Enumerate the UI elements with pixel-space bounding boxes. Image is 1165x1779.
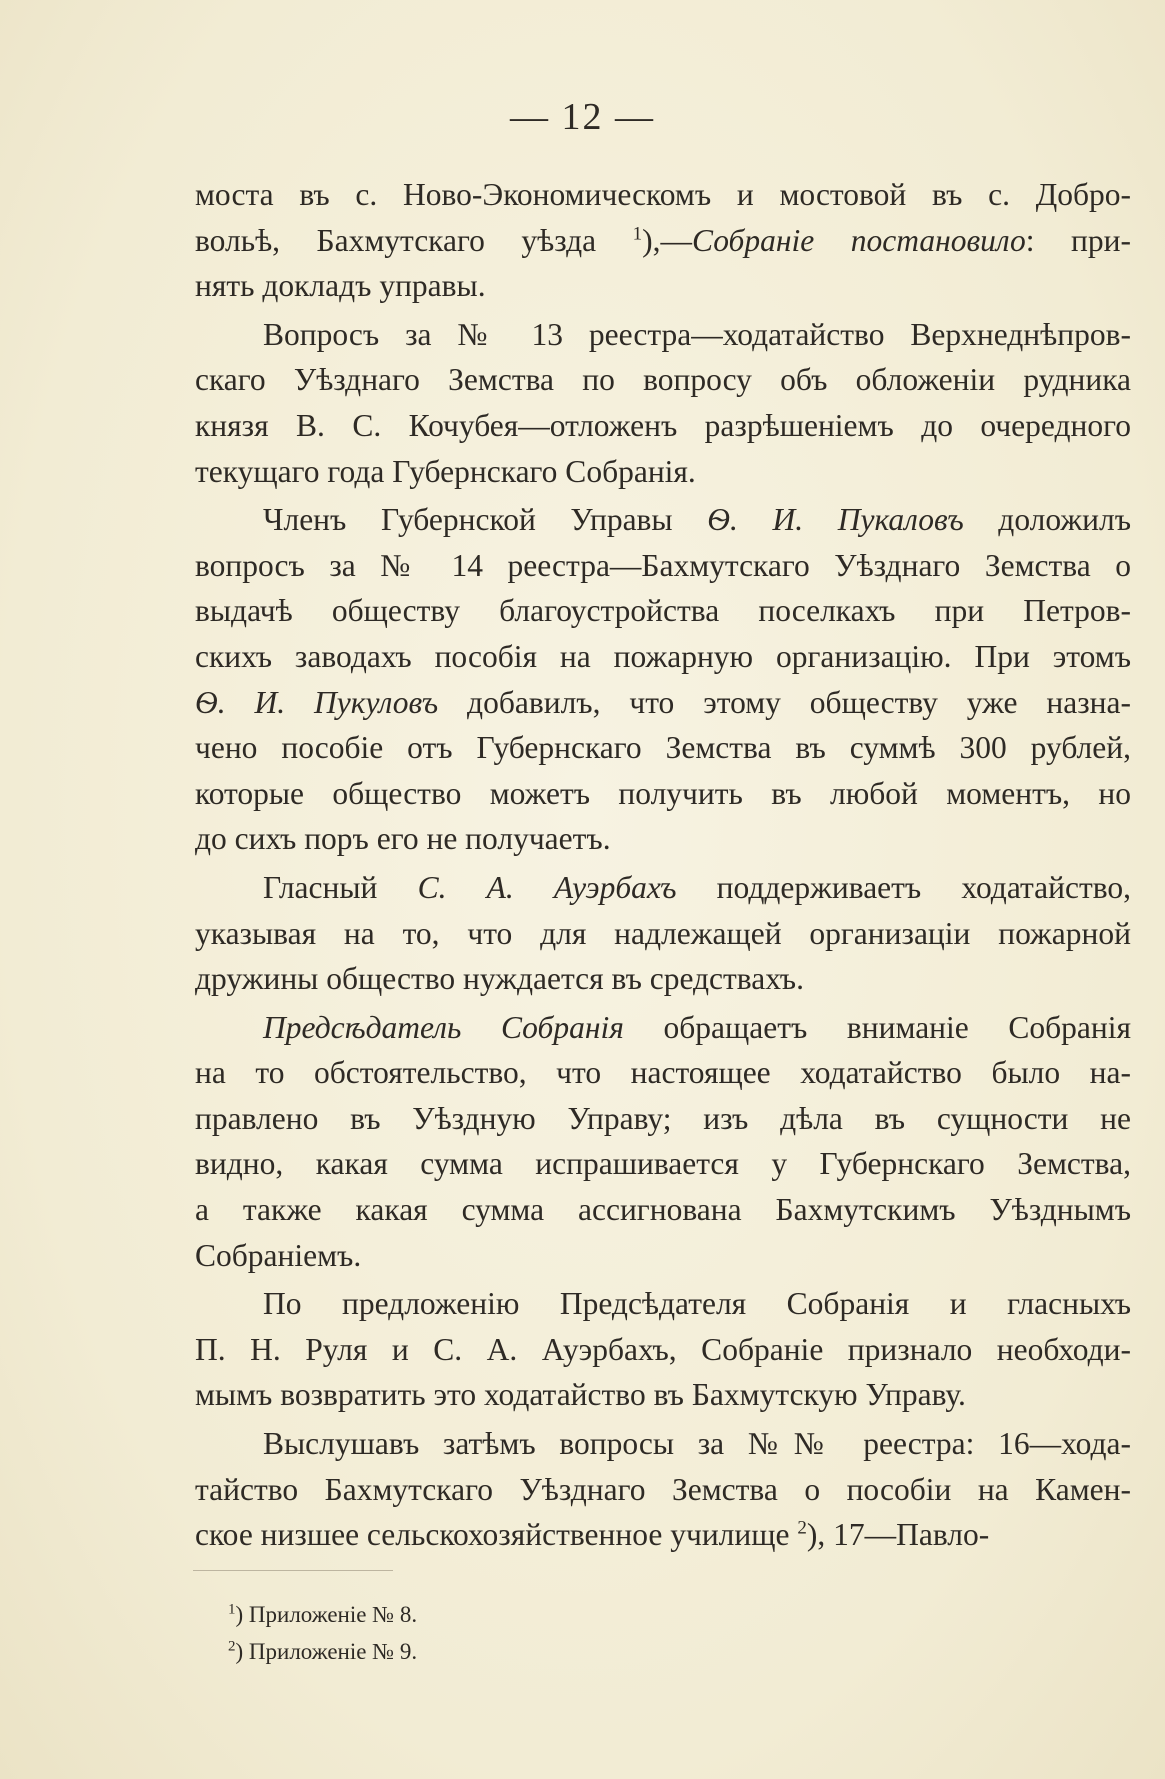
text-run: скихъ заводахъ пособія на пожарную организацію. При этомъ bbox=[195, 638, 1131, 674]
text-line bbox=[195, 1096, 1131, 1142]
text-run: доложилъ bbox=[963, 502, 1131, 538]
paragraph bbox=[195, 172, 1131, 309]
text-line bbox=[195, 634, 1131, 680]
text-run: ),— bbox=[642, 222, 692, 258]
text-line bbox=[195, 357, 1131, 403]
italic-run: Предсѣдатель Собранія bbox=[263, 1009, 624, 1045]
text-run: выдачѣ обществу благоустройства поселкахъ при Петров- bbox=[195, 593, 1131, 629]
text-run: чено пособіе отъ Губернскаго Земства въ суммѣ 300 рублей, bbox=[195, 730, 1131, 766]
footnote-mark: 1 bbox=[228, 1601, 236, 1618]
text-line bbox=[195, 1512, 1131, 1558]
text-run: Гласный bbox=[263, 869, 418, 905]
paragraph bbox=[195, 1002, 1131, 1279]
text-run: князя В. С. Кочубея—отложенъ разрѣшеніемъ до очередного bbox=[195, 407, 1131, 443]
text-run: ское низшее сельскохозяйственное училище bbox=[195, 1517, 798, 1553]
text-line bbox=[195, 1421, 1131, 1467]
text-line bbox=[195, 1281, 1131, 1327]
paragraph bbox=[195, 862, 1131, 1002]
italic-run: С. А. Ауэрбахъ bbox=[417, 869, 677, 905]
text-run: нять докладъ управы. bbox=[195, 268, 486, 304]
text-line bbox=[195, 218, 1131, 264]
paragraph bbox=[195, 1278, 1131, 1418]
text-line bbox=[195, 1233, 1131, 1279]
text-run: обращаетъ вниманіе Собранія bbox=[623, 1009, 1132, 1045]
text-run: до сихъ поръ его не получаетъ. bbox=[195, 821, 611, 857]
text-run: Вопросъ за № 13 реестра—ходатайство Верхнеднѣпров- bbox=[263, 316, 1131, 352]
text-run: тайство Бахмутскаго Уѣзднаго Земства о пособіи на Камен- bbox=[195, 1471, 1131, 1507]
text-line bbox=[195, 1141, 1131, 1187]
footnote-ref: 1 bbox=[632, 223, 643, 245]
text-run: вольѣ, Бахмутскаго уѣзда bbox=[195, 222, 633, 258]
text-run: скаго Уѣзднаго Земства по вопросу объ обложеніи рудника bbox=[195, 362, 1131, 398]
text-line bbox=[195, 865, 1131, 911]
text-run: добавилъ, что этому обществу уже назна- bbox=[438, 684, 1131, 720]
footnotes bbox=[228, 1596, 417, 1670]
italic-run: Ѳ. И. Пукаловъ bbox=[707, 502, 964, 538]
text-run: дружины общество нуждается въ средствахъ. bbox=[195, 961, 804, 997]
text-run: Членъ Губернской Управы bbox=[263, 502, 708, 538]
text-run: правлено въ Уѣздную Управу; изъ дѣла въ сущности не bbox=[195, 1100, 1131, 1136]
text-run: на то обстоятельство, что настоящее ходатайство было на- bbox=[195, 1055, 1131, 1091]
paragraph bbox=[195, 494, 1131, 862]
text-line bbox=[195, 680, 1131, 726]
text-line bbox=[195, 911, 1131, 957]
italic-run: Собраніе постановило bbox=[692, 222, 1026, 258]
text-run: моста въ с. Ново-Экономическомъ и мостовой въ с. Добро- bbox=[195, 177, 1131, 212]
text-run: мымъ возвратить это ходатайство въ Бахмутскую Управу. bbox=[195, 1377, 966, 1413]
text-line bbox=[195, 588, 1131, 634]
footnote-text: ) Приложеніе № 8. bbox=[235, 1602, 418, 1627]
text-run: Выслушавъ затѣмъ вопросы за №№ реестра: 16—хода- bbox=[263, 1426, 1131, 1462]
text-line bbox=[195, 816, 1131, 862]
text-run: а также какая сумма ассигнована Бахмутскимъ Уѣзднымъ bbox=[195, 1192, 1131, 1228]
text-line bbox=[195, 172, 1131, 218]
text-run: вопросъ за № 14 реестра—Бахмутскаго Уѣзднаго Земства о bbox=[195, 547, 1131, 583]
text-run: ), 17—Павло- bbox=[806, 1517, 990, 1553]
text-line bbox=[195, 771, 1131, 817]
text-line bbox=[195, 1372, 1131, 1418]
text-run: : при- bbox=[1025, 222, 1132, 258]
text-line bbox=[195, 449, 1131, 495]
text-run: По предложенію Предсѣдателя Собранія и гласныхъ bbox=[263, 1286, 1131, 1322]
footnote bbox=[228, 1596, 417, 1633]
text-run: которые общество можетъ получить въ любой моментъ, но bbox=[195, 775, 1131, 811]
footnote-text: ) Приложеніе № 9. bbox=[235, 1639, 418, 1664]
body-text bbox=[195, 172, 1131, 1558]
text-run: Собраніемъ. bbox=[195, 1237, 362, 1273]
text-run: текущаго года Губернскаго Собранія. bbox=[195, 453, 696, 489]
text-line bbox=[195, 1050, 1131, 1096]
footnote-mark: 2 bbox=[228, 1638, 236, 1655]
text-line bbox=[195, 1187, 1131, 1233]
text-run: указывая на то, что для надлежащей организаціи пожарной bbox=[195, 915, 1131, 951]
paragraph bbox=[195, 309, 1131, 494]
text-run: поддерживаетъ ходатайство, bbox=[676, 869, 1131, 905]
text-line bbox=[195, 312, 1131, 358]
text-line bbox=[195, 543, 1131, 589]
paragraph bbox=[195, 1418, 1131, 1558]
text-line bbox=[195, 403, 1131, 449]
text-line bbox=[195, 497, 1131, 543]
text-line bbox=[195, 1327, 1131, 1373]
text-line bbox=[195, 1467, 1131, 1513]
text-run: П. Н. Руля и С. А. Ауэрбахъ, Собраніе признало необходи- bbox=[195, 1331, 1131, 1367]
text-run: видно, какая сумма испрашивается у Губернскаго Земства, bbox=[195, 1146, 1131, 1182]
page-number: — 12 — bbox=[510, 96, 655, 138]
text-line bbox=[195, 956, 1131, 1002]
text-line bbox=[195, 263, 1131, 309]
italic-run: Ѳ. И. Пукуловъ bbox=[195, 684, 439, 720]
footnote-ref: 2 bbox=[797, 1517, 807, 1539]
footnote bbox=[228, 1633, 417, 1670]
text-line bbox=[195, 1005, 1131, 1051]
footnote-divider bbox=[193, 1570, 393, 1571]
text-line bbox=[195, 725, 1131, 771]
